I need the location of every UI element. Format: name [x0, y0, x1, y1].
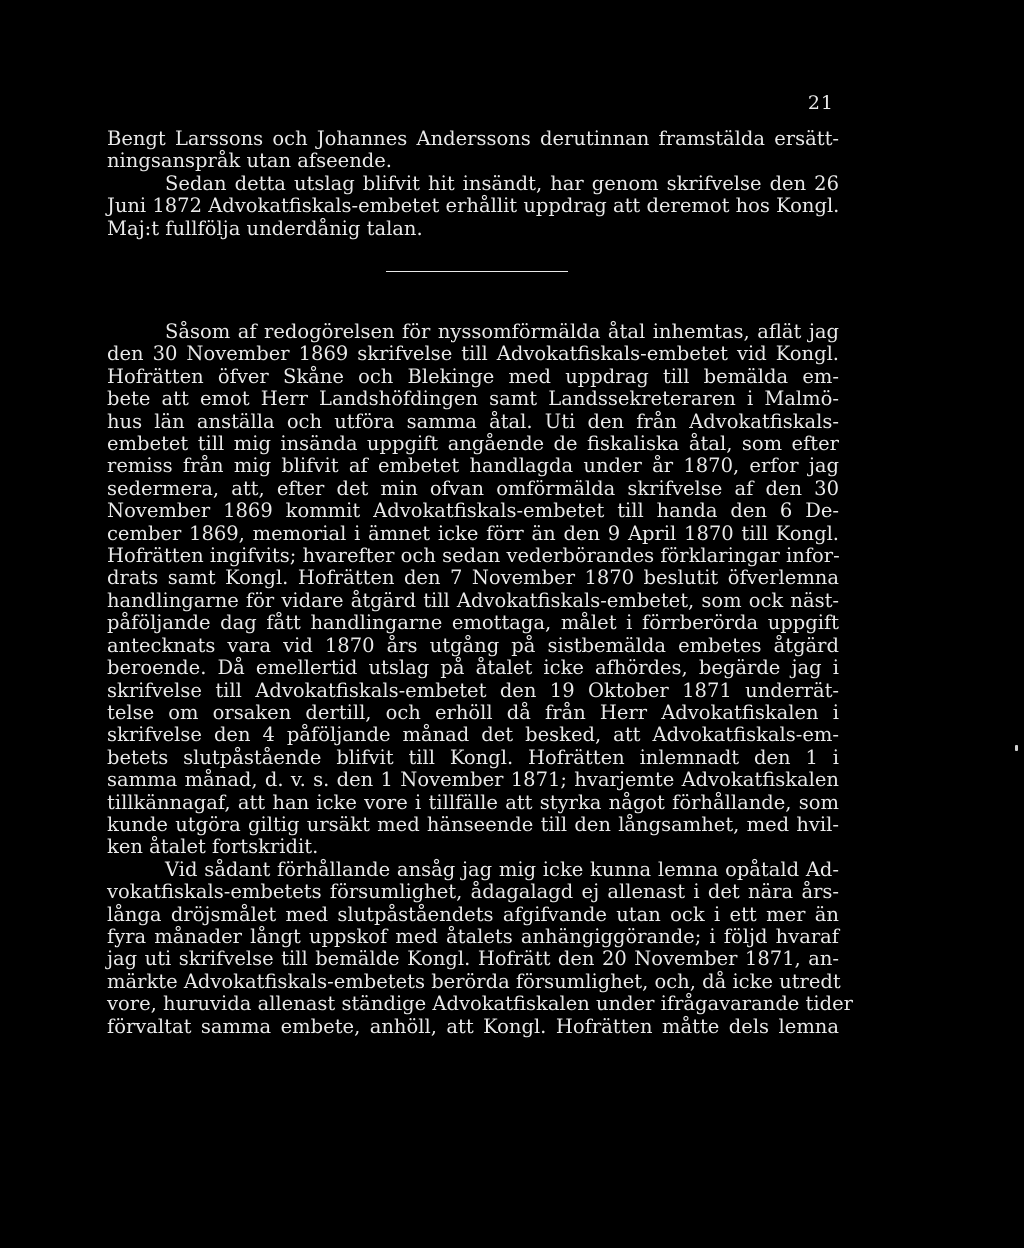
text-line: märkte Advokatfiskals-embetets berörda försumlighet, och, då icke utredt	[107, 969, 841, 993]
text-line: handlingarne för vidare åtgärd till Advokatfiskals-embetet, som ock näst-	[107, 588, 839, 612]
text-line: remiss från mig blifvit af embetet handlagda under år 1870, erfor jag	[107, 454, 839, 478]
text-line: skrifvelse den 4 påföljande månad det besked, att Advokatfiskals-em-	[107, 723, 839, 747]
paragraph-block-2	[107, 320, 853, 1038]
text-line: tillkännagaf, att han icke vore i tillfälle att styrka något förhållande, som	[107, 790, 839, 814]
text-line: betets slutpåstående blifvit till Kongl. Hofrätten inlemnadt den 1 i	[107, 745, 839, 769]
text-line: bete att emot Herr Landshöfdingen samt Landssekreteraren i Malmö-	[107, 387, 839, 411]
text-line: Maj:t fullfölja underdånig talan.	[107, 216, 423, 240]
text-line: ken åtalet fortskridit.	[107, 835, 319, 859]
text-line: kunde utgöra giltig ursäkt med hänseende till den långsamhet, med hvil-	[107, 812, 839, 836]
text-line: November 1869 kommit Advokatfiskals-embetet till handa den 6 De-	[107, 499, 839, 523]
text-line: fyra månader långt uppskof med åtalets anhängiggörande; i följd hvaraf	[107, 924, 839, 948]
text-line: den 30 November 1869 skrifvelse till Advokatfiskals-embetet vid Kongl.	[107, 342, 839, 366]
paragraph-block-1	[107, 128, 839, 240]
text-line: förvaltat samma embete, anhöll, att Kongl. Hofrätten måtte dels lemna	[107, 1014, 839, 1038]
text-line: Hofrätten öfver Skåne och Blekinge med uppdrag till bemälda em-	[107, 364, 839, 388]
text-line: telse om orsaken dertill, och erhöll då från Herr Advokatfiskalen i	[107, 700, 839, 724]
text-line: Juni 1872 Advokatfiskals-embetet erhållit uppdrag att deremot hos Kongl.	[107, 194, 840, 218]
text-line: beroende. Då emellertid utslag på åtalet icke afhördes, begärde jag i	[107, 656, 839, 680]
text-line: Bengt Larssons och Johannes Anderssons derutinnan framstälda ersätt-	[107, 127, 839, 150]
section-divider	[386, 271, 568, 272]
text-line: skrifvelse till Advokatfiskals-embetet den 19 Oktober 1871 underrät-	[107, 678, 839, 702]
text-line: cember 1869, memorial i ämnet icke förr än den 9 April 1870 till Kongl.	[107, 521, 839, 545]
text-line: Hofrätten ingifvits; hvarefter och sedan vederbörandes förklaringar infor-	[107, 544, 840, 568]
text-line: embetet till mig insända uppgift angående de fiskaliska åtal, som efter	[107, 432, 839, 456]
page-number: 21	[807, 92, 834, 114]
text-line: drats samt Kongl. Hofrätten den 7 November 1870 beslutit öfverlemna	[107, 566, 839, 590]
text-line: Sedan detta utslag blifvit hit insändt, har genom skrifvelse den 26	[165, 171, 839, 195]
text-line: Vid sådant förhållande ansåg jag mig icke kunna lemna opåtald Ad-	[165, 857, 839, 881]
text-line: vokatfiskals-embetets försumlighet, ådagalagd ej allenast i det nära års-	[107, 880, 839, 904]
scan-speck	[1015, 745, 1018, 751]
text-line: samma månad, d. v. s. den 1 November 1871; hvarjemte Advokatfiskalen	[107, 768, 839, 792]
text-line: hus län anställa och utföra samma åtal. Uti den från Advokatfiskals-	[107, 409, 839, 433]
text-line: jag uti skrifvelse till bemälde Kongl. Hofrätt den 20 November 1871, an-	[107, 947, 839, 971]
text-line: ningsanspråk utan afseende.	[107, 149, 392, 173]
text-line: långa dröjsmålet med slutpåståendets afgifvande utan ock i ett mer än	[107, 902, 839, 926]
text-line: sedermera, att, efter det min ofvan omförmälda skrifvelse af den 30	[107, 476, 839, 500]
text-line: vore, huruvida allenast ständige Advokatfiskalen under ifrågavarande tider	[107, 992, 853, 1016]
text-line: antecknats vara vid 1870 års utgång på sistbemälda embetes åtgärd	[107, 633, 839, 657]
text-line: påföljande dag fått handlingarne emottaga, målet i förrberörda uppgift	[107, 611, 839, 635]
text-line: Såsom af redogörelsen för nyssomförmälda åtal inhemtas, aflät jag	[165, 320, 839, 343]
